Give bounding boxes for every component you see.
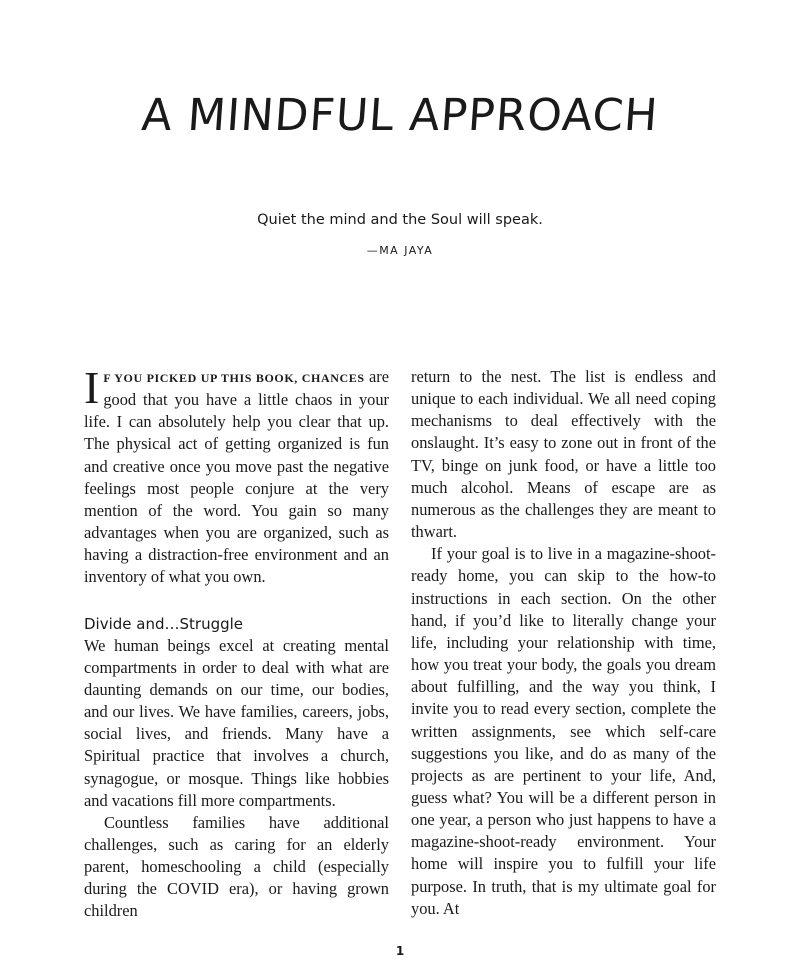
right-column [411, 366, 716, 920]
page-number: 1 [395, 944, 405, 958]
lead-in-smallcaps: F YOU PICKED UP THIS BOOK, CHANCES [103, 371, 365, 385]
body-paragraph: return to the nest. The list is endless and unique to each individual. We all need coping mechanisms to deal effectively with the onslaught. It’s easy to zone out in front of the TV, binge on junk food, or have a little too much alcohol. Means of escape are as numerous as the challenges they are meant to thwart. [411, 367, 716, 542]
epigraph-attribution: —MA JAYA [366, 244, 434, 257]
epigraph-quote: Quiet the mind and the Soul will speak. [257, 212, 543, 228]
body-paragraph: Countless families have additional challenges, such as caring for an elderly parent, homeschooling a child (especially during the COVID era), or having grown children [84, 812, 389, 921]
drop-cap: I [84, 362, 100, 413]
chapter-title: A MINDFUL APPROACH [139, 90, 661, 141]
body-paragraph: We human beings excel at creating mental compartments in order to deal with what are daunting demands on our time, our bodies, and our lives. We have families, careers, jobs, social lives, and friends. Many have a Spiritual practice that involves a church, synagogue, or mosque. Things like hobbies and vacations fill more compartments. [84, 635, 389, 810]
body-paragraph: If your goal is to live in a magazine-shoot-ready home, you can skip to the how-to instructions in each section. On the other hand, if you’d like to literally change your life, including your relationship with time, how you treat your body, the goals you dream about fulfilling, and the way you think, I invite you to read every section, complete the written assignments, see which self-care suggestions you like, and do as many of the projects as are pertinent to your life, And, guess what? You will be a different person in one year, a person who just happens to have a magazine-shoot-ready environment. Your home will inspire you to fulfill your life purpose. In truth, that is my ultimate goal for you. At [411, 544, 716, 918]
intro-paragraph-text: are good that you have a little chaos in your life. I can absolutely help you clear that up. The physical act of getting organized is fun and creative once you move past the negative feelings most people conjure at the very mention of the word. You gain so many advantages when you are organized, such as having a distraction-free environment and an inventory of what you own. [84, 367, 390, 587]
left-column [84, 362, 390, 923]
section-heading: Divide and…Struggle [84, 614, 244, 633]
intro-paragraph [84, 362, 390, 589]
